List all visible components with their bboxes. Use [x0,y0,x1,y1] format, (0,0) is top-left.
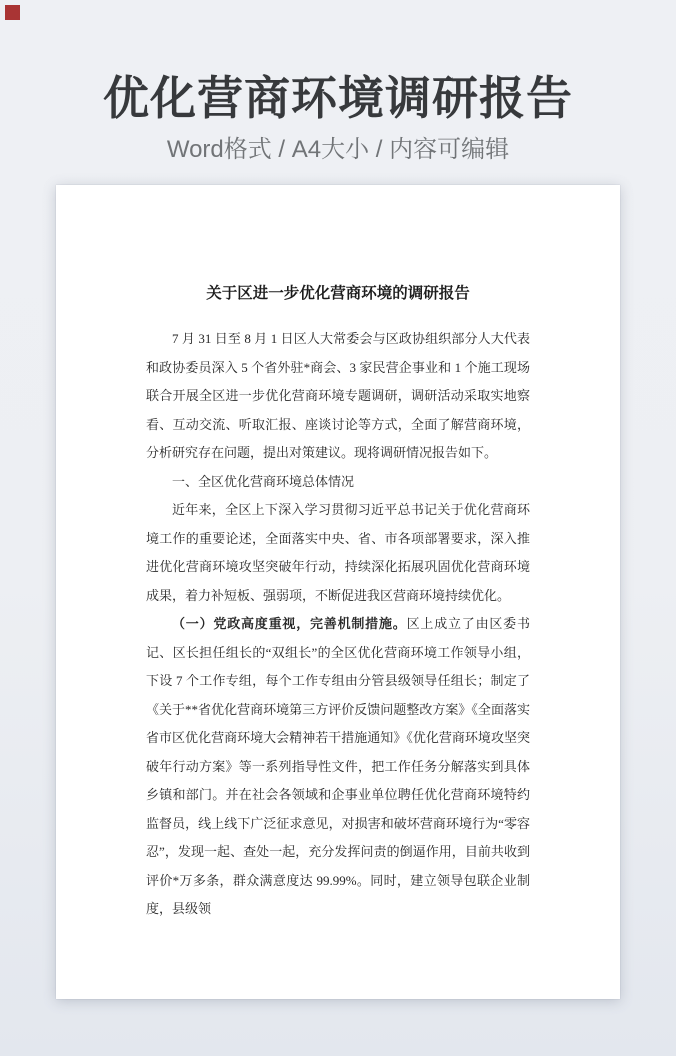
corner-badge-icon [5,5,20,20]
paragraph-overview: 近年来，全区上下深入学习贯彻习近平总书记关于优化营商环境工作的重要论述，全面落实中央、省、市各项部署要求，深入推进优化营商环境攻坚突破年行动，持续深化拓展巩固优化营商环境成果，着力补短板、强弱项，不断促进我区营商环境持续优化。 [146,502,530,603]
section-heading: 一、全区优化营商环境总体情况 [172,473,355,489]
paragraph-measures [146,610,530,924]
document-title: 关于区进一步优化营商环境的调研报告 [206,285,470,302]
document-body [146,325,530,924]
hero-subtitle: Word格式 / A4大小 / 内容可编辑 [166,136,510,163]
paragraph-text: 区上成立了由区委书记、区长担任组长的“双组长”的全区优化营商环境工作领导小组，下设 7 个工作专组，每个工作专组由分管县级领导任组长；制定了《关于**省优化营商环境第三方评价反馈问题整改方案》《全面落实省市区优化营商环境大会精神若干措施通知》《优化营商环境攻坚突破年行动方案》等一系列指导性文件，把工作任务分解落实到具体乡镇和部门。并在社会各领域和企事业单位聘任优化营商环境特约监督员，线上线下广泛征求意见，对损害和破坏营商环境行为“零容忍”，发现一起、查处一起，充分发挥问责的倒逼作用，目前共收到评价*万多条，群众满意度达 99.99%。同时，建立领导包联企业制度，县级领 [146,616,530,916]
paragraph-lead: （一）党政高度重视，完善机制措施。 [172,616,407,631]
hero-header [0,0,676,166]
hero-title: 优化营商环境调研报告 [103,72,573,124]
paragraph-intro: 7 月 31 日至 8 月 1 日区人大常委会与区政协组织部分人大代表和政协委员深入 5 个省外驻*商会、3 家民营企事业和 1 个施工现场联合开展全区进一步优化营商环境专题调研，调研活动采取实地察看、互动交流、听取汇报、座谈讨论等方式，全面了解营商环境，分析研究存在问题，提出对策建议。现将调研情况报告如下。 [146,331,530,460]
document-page [56,185,620,999]
